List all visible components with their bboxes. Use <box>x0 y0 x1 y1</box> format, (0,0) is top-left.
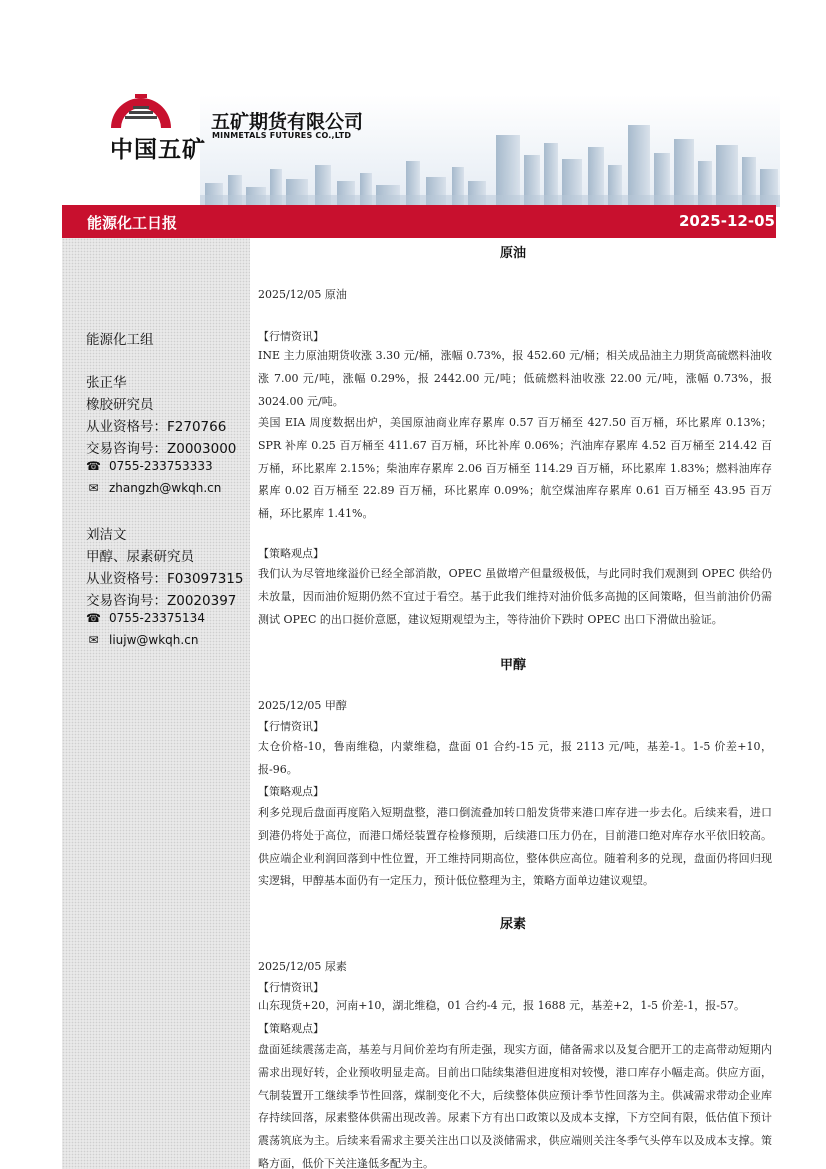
methanol-info-heading: 【行情资讯】 <box>258 720 324 733</box>
phone-icon: ☎ <box>86 611 101 625</box>
company-name-en: MINMETALS FUTURES CO.,LTD <box>212 131 352 140</box>
envelope-icon: ✉ <box>88 633 99 647</box>
methanol-view-heading: 【策略观点】 <box>258 785 324 798</box>
analyst-consulting-number: 交易咨询号：Z0003000 <box>86 441 237 457</box>
phone-number: 0755-23375134 <box>109 611 205 625</box>
crude-info-heading: 【行情资讯】 <box>258 330 324 343</box>
report-title: 能源化工日报 <box>87 214 178 232</box>
methanol-date-line: 2025/12/05 甲醇 <box>258 699 347 712</box>
urea-view-paragraph: 盘面延续震荡走高，基差与月间价差均有所走强，现实方面，储备需求以及复合肥开工的走高带动短期内需求出现好转，企业预收明显走高。目前出口陆续集港但进度相对较慢，港口库存小幅走高。供应方面，气制装置开工继续季节性回落，煤制变化不大，后续整体供应预计季节性回落为主。供减需求带动企业库存持续回落，尿素整体供需出现改善。尿素下方有出口政策以及成本支撑，下方空间有限，低估值下预计震荡筑底为主。后续来看需求主要关注出口以及淡储需求，供应端则关注冬季气头停车以及成本支撑。策略方面，低价下关注逢低多配为主。 <box>258 1043 772 1169</box>
urea-date-line: 2025/12/05 尿素 <box>258 960 347 973</box>
brand-logo-text: 中国五矿 <box>110 137 206 163</box>
page-header <box>0 0 826 210</box>
section-title-crude: 原油 <box>499 246 526 261</box>
crude-view-paragraph: 我们认为尽管地缘溢价已经全部消散，OPEC 虽做增产但量级极低，与此同时我们观测到 OPEC 供给仍未放量，因而油价短期仍然不宜过于看空。基于此我们维持对油价低多高抛的区间策略，但当前油价仍需测试 OPEC 的出口挺价意愿，建议短期观望为主，等待油价下跌时 OPEC 出口下滑做出验证。 <box>258 567 772 626</box>
crude-date-line: 2025/12/05 原油 <box>258 288 347 301</box>
report-date: 2025-12-05 <box>679 212 775 230</box>
analyst-consulting-number: 交易咨询号：Z0020397 <box>86 593 237 609</box>
crude-info-paragraph-1: INE 主力原油期货收涨 3.30 元/桶，涨幅 0.73%，报 452.60 元/桶；相关成品油主力期货高硫燃料油收涨 7.00 元/吨，涨幅 0.29%，报 2442.00 元/吨；低硫燃料油收涨 22.00 元/吨，涨幅 0.73%，报 3024.00 元/吨。 <box>258 349 772 408</box>
company-name-cn: 五矿期货有限公司 <box>211 111 364 133</box>
analyst-email[interactable] <box>86 633 198 647</box>
phone-number: 0755-233753333 <box>109 459 213 473</box>
urea-info-heading: 【行情资讯】 <box>258 981 324 994</box>
analyst-phone <box>86 611 205 625</box>
urea-info-paragraph: 山东现货+20，河南+10，湖北维稳，01 合约-4 元，报 1688 元，基差+2，1-5 价差-1，报-57。 <box>258 999 745 1012</box>
analyst-email[interactable] <box>86 481 221 495</box>
team-name: 能源化工组 <box>86 332 154 348</box>
crude-info-paragraph-2: 美国 EIA 周度数据出炉，美国原油商业库存累库 0.57 百万桶至 427.50 百万桶，环比累库 0.13%；SPR 补库 0.25 百万桶至 411.67 百万桶，环比补库 0.06%；汽油库存累库 4.52 百万桶至 214.42 百万桶，环比累库 2.15%；柴油库存累库 2.06 百万桶至 114.29 百万桶，环比累库 1.83%；燃料油库存累库 0.02 百万桶至 22.89 百万桶，环比累库 0.09%；航空煤油库存累库 0.61 百万桶至 43.95 百万桶，环比累库 1.41%。 <box>258 416 772 521</box>
section-title-methanol: 甲醇 <box>499 658 526 673</box>
analyst-qualification: 从业资格号：F270766 <box>86 419 227 435</box>
analyst-phone <box>86 459 213 473</box>
analyst-name: 刘洁文 <box>86 527 127 543</box>
analyst-role: 甲醇、尿素研究员 <box>86 549 194 565</box>
email-address[interactable]: liujw@wkqh.cn <box>109 633 199 647</box>
section-title-urea: 尿素 <box>499 917 526 932</box>
envelope-icon: ✉ <box>88 481 99 495</box>
crude-view-heading: 【策略观点】 <box>258 547 324 560</box>
methanol-view-paragraph: 利多兑现后盘面再度陷入短期盘整，港口倒流叠加转口船发货带来港口库存进一步去化。后续来看，进口到港仍将处于高位，而港口烯烃装置存检修预期，后续港口压力仍在，目前港口绝对库存水平依旧较高。供应端企业利润回落到中性位置，开工维持同期高位，整体供应高位。随着利多的兑现，盘面仍将回归现实逻辑，甲醇基本面仍有一定压力，预计低位整理为主，策略方面单边建议观望。 <box>258 806 772 888</box>
analyst-qualification: 从业资格号：F03097315 <box>86 571 244 587</box>
analyst-role: 橡胶研究员 <box>86 397 154 413</box>
email-address[interactable]: zhangzh@wkqh.cn <box>109 481 222 495</box>
phone-icon: ☎ <box>86 459 101 473</box>
analyst-name: 张正华 <box>86 375 127 391</box>
minmetals-logo-icon <box>105 88 177 132</box>
urea-view-heading: 【策略观点】 <box>258 1022 324 1035</box>
methanol-info-paragraph: 太仓价格-10，鲁南维稳，内蒙维稳，盘面 01 合约-15 元，报 2113 元/吨，基差-1。1-5 价差+10，报-96。 <box>258 740 772 776</box>
